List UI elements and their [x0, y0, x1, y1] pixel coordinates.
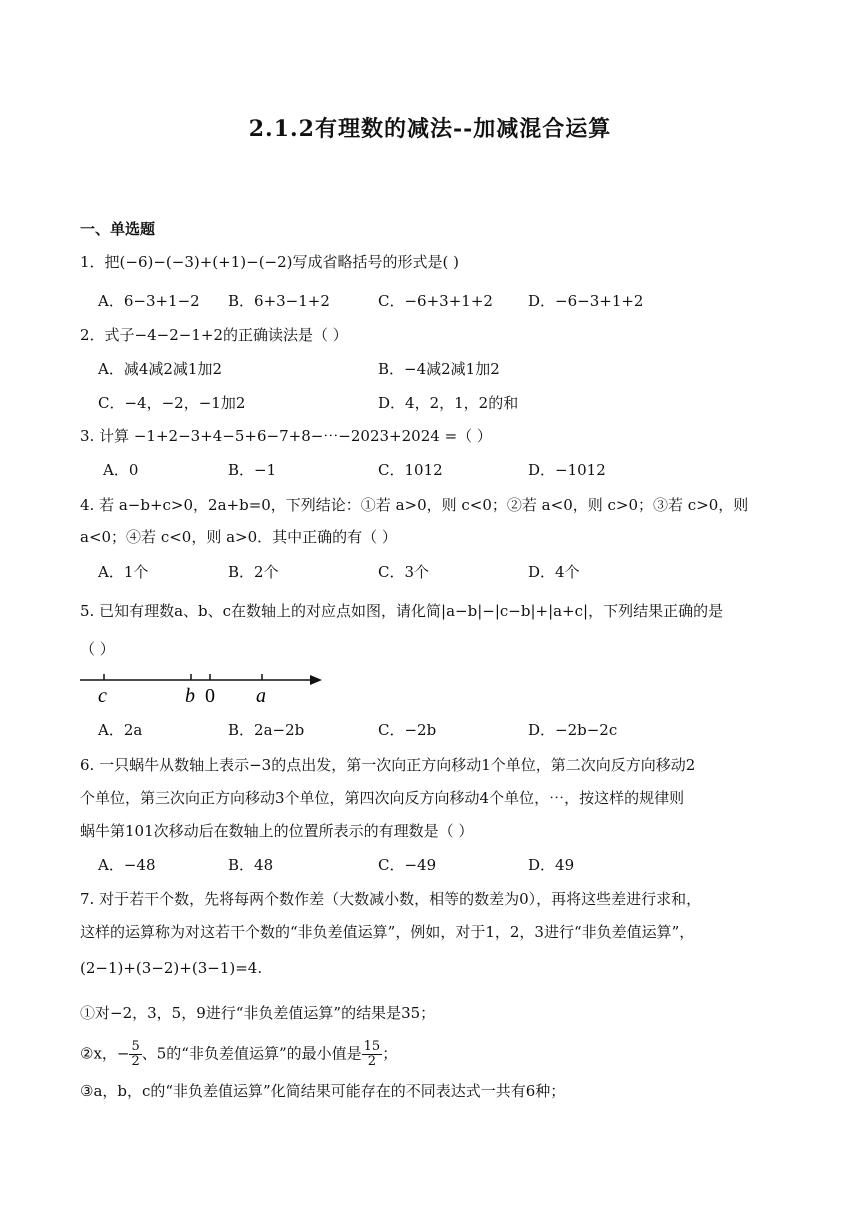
number-line-figure: [76, 660, 336, 706]
question-3-stem: 3. 计算 −1+2−3+4−5+6−7+8−⋯−2023+2024 =（ ）: [80, 427, 492, 445]
question-6-option-a: A．−48: [98, 856, 156, 874]
item-2-prefix: ②x，−: [80, 1044, 130, 1063]
question-7-item-2: [80, 1040, 397, 1069]
question-7-line-2: 这样的运算称为对这若干个数的“非负差值运算”，例如，对于1，2，3进行“非负差值运算”，: [80, 923, 695, 941]
fraction-five-halves: [129, 1040, 141, 1069]
question-6-line-1: 6. 一只蜗牛从数轴上表示−3的点出发，第一次向正方向移动1个单位，第二次向反方向移动2: [80, 756, 696, 774]
question-6-line-3: 蜗牛第101次移动后在数轴上的位置所表示的有理数是（ ）: [80, 822, 474, 840]
label-b: b: [185, 685, 195, 706]
fraction-denominator: 2: [131, 1054, 140, 1069]
question-4-option-c: C．3个: [378, 563, 430, 581]
question-1-stem: 1．把(−6)−(−3)+(+1)−(−2)写成省略括号的形式是( ): [80, 253, 459, 271]
question-7-item-1: ①对−2，3，5，9进行“非负差值运算”的结果是35；: [80, 1004, 436, 1022]
question-3-option-b: B．−1: [228, 461, 277, 479]
question-2-option-b: B．−4减2减1加2: [378, 360, 500, 378]
question-3-option-d: D．−1012: [528, 461, 606, 479]
question-3-option-a: A．0: [103, 461, 139, 479]
label-a: a: [256, 685, 266, 706]
question-5-option-b: B．2a−2b: [228, 721, 305, 739]
section-heading: 一、单选题: [80, 220, 156, 238]
question-2-stem: 2．式子−4−2−1+2的正确读法是（ ）: [80, 326, 348, 344]
question-5-stem-line-2: （ ）: [80, 640, 115, 658]
question-6-option-b: B．48: [228, 856, 274, 874]
item-2-middle: 、5的“非负差值运算”的最小值是: [141, 1044, 362, 1063]
question-2-option-c: C．−4，−2，−1加2: [98, 394, 246, 412]
question-2-option-d: D．4，2，1，2的和: [378, 394, 519, 412]
fraction-numerator-2: 15: [363, 1039, 381, 1054]
question-5-option-d: D．−2b−2c: [528, 721, 618, 739]
fraction-fifteen-halves: [362, 1040, 383, 1069]
number-line-arrow-icon: [310, 675, 322, 685]
question-7-line-1: 7. 对于若干个数，先将每两个数作差（大数减小数，相等的数差为0），再将这些差进行求和，: [80, 890, 702, 908]
question-5-option-a: A．2a: [98, 721, 143, 739]
label-zero: 0: [205, 685, 215, 706]
page-title: 2.1.2有理数的减法--加减混合运算: [248, 116, 612, 142]
question-1-option-d: D．−6−3+1+2: [528, 292, 644, 310]
question-1-option-b: B．6+3−1+2: [228, 292, 330, 310]
question-6-line-2: 个单位，第三次向正方向移动3个单位，第四次向反方向移动4个单位，⋯，按这样的规律则: [80, 789, 685, 807]
label-c: c: [98, 685, 107, 706]
question-4-option-a: A．1个: [98, 563, 149, 581]
question-2-option-a: A．减4减2减1加2: [98, 360, 223, 378]
question-1-option-a: A．6−3+1−2: [98, 292, 200, 310]
fraction-denominator-2: 2: [367, 1054, 377, 1069]
question-3-option-c: C．1012: [378, 461, 443, 479]
question-7-line-3: (2−1)+(3−2)+(3−1)=4.: [80, 959, 263, 977]
question-5-stem-line-1: 5. 已知有理数a、b、c在数轴上的对应点如图，请化简|a−b|−|c−b|+|a+c|，下列结果正确的是: [80, 602, 724, 620]
item-2-suffix: ；: [382, 1044, 398, 1063]
question-4-option-b: B．2个: [228, 563, 279, 581]
question-7-item-3: ③a，b，c的“非负差值运算”化简结果可能存在的不同表达式一共有6种；: [80, 1082, 566, 1100]
question-4-stem-line-1: 4. 若 a−b+c>0，2a+b=0，下列结论：①若 a>0，则 c<0；②若 a<0，则 c>0；③若 c>0，则: [80, 496, 749, 514]
question-6-option-d: D．49: [528, 856, 575, 874]
question-4-stem-line-2: a<0；④若 c<0，则 a>0．其中正确的有（ ）: [80, 528, 397, 546]
question-4-option-d: D．4个: [528, 563, 580, 581]
question-5-option-c: C．−2b: [378, 721, 437, 739]
question-1-option-c: C．−6+3+1+2: [378, 292, 493, 310]
fraction-numerator: 5: [131, 1039, 140, 1054]
question-6-option-c: C．−49: [378, 856, 437, 874]
